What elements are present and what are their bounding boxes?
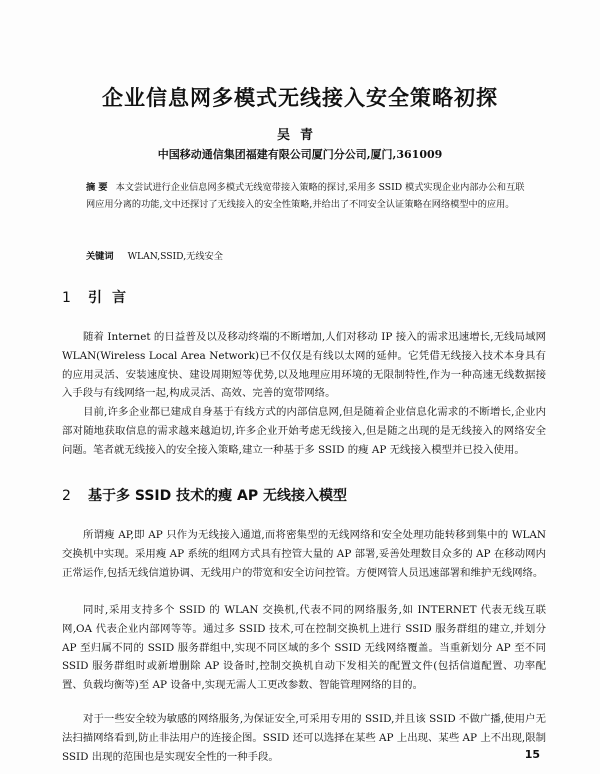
section-title: 基于多 SSID 技术的瘦 AP 无线接入模型 xyxy=(88,488,347,504)
section-title: 引言 xyxy=(88,290,136,306)
abstract-label: 摘 要 xyxy=(86,182,108,193)
keywords-text: WLAN,SSID,无线安全 xyxy=(127,251,223,262)
body-paragraph: 所谓瘦 AP,即 AP 只作为无线接入通道,而将密集型的无线网络和安全处理功能转移到集中的 WLAN 交换机中实现。采用瘦 AP 系统的组网方式具有控管大量的 AP 部署,妥善处理数目众多的 AP 在移动网内正常运作,包括无线信道协调、无线用户的带宽和安全访问控管。方便网管人员迅速部署和维护无线网络。 xyxy=(62,529,546,579)
paper-title: 企业信息网多模式无线接入安全策略初探 xyxy=(102,86,498,110)
body-paragraph: 目前,许多企业都已建成自身基于有线方式的内部信息网,但是随着企业信息化需求的不断增长,企业内部对随地获取信息的需求越来越迫切,许多企业开始考虑无线接入,但是随之出现的是无线接入的网络安全问题。笔者就无线接入的安全接入策略,建立一种基于多 SSID 的瘦 AP 无线接入模型并已投入使用。 xyxy=(62,406,546,456)
section-heading xyxy=(62,287,136,307)
author-name: 吴青 xyxy=(276,128,323,143)
section-number: 1 xyxy=(62,290,71,306)
abstract-text: 本文尝试进行企业信息网多模式无线宽带接入策略的探讨,采用多 SSID 模式实现企业内部办公和互联网应用分离的功能,文中还探讨了无线接入的安全性策略,并给出了不同安全认证策略在网络模型中的应用。 xyxy=(86,182,525,210)
keywords-label: 关键词 xyxy=(86,251,114,262)
page-number: 15 xyxy=(524,748,540,761)
keywords xyxy=(86,248,526,262)
section-heading xyxy=(62,485,347,505)
body-paragraph: 随着 Internet 的日益普及以及移动终端的不断增加,人们对移动 IP 接入的需求迅速增长,无线局域网 WLAN(Wireless Local Area Network)已不仅仅是有线以太网的延伸。它凭借无线接入技术本身具有的应用灵活、安装速度快、建设周期短等优势,以及地理应用环境的无限制特性,作为一种高速无线数据接入手段与有线网络一起,构成灵活、高效、完善的宽带网络。 xyxy=(62,331,546,400)
author-affiliation: 中国移动通信集团福建有限公司厦门分公司,厦门,361009 xyxy=(157,148,443,161)
body-paragraph: 对于一些安全较为敏感的网络服务,为保证安全,可采用专用的 SSID,并且该 SSID 不做广播,使用户无法扫描网络看到,防止非法用户的连接企图。SSID 还可以选择在某些 AP 上出现、某些 AP 上不出现,限制 SSID 出现的范围也是实现安全性的一种手段。 xyxy=(62,713,546,763)
section-number: 2 xyxy=(62,488,71,504)
abstract xyxy=(86,180,526,213)
body-paragraph: 同时,采用支持多个 SSID 的 WLAN 交换机,代表不同的网络服务,如 INTERNET 代表无线互联网,OA 代表企业内部网等等。通过多 SSID 技术,可在控制交换机上进行 SSID 服务群组的建立,并划分 AP 至归属不同的 SSID 服务群组中,实现不同区域的多个 SSID 无线网络覆盖。当重新划分 AP 至不同 SSID 服务群组时或新增删除 AP 设备时,控制交换机自动下发相关的配置文件(包括信道配置、功率配置、负载均衡等)至 AP 设备中,实现无需人工更改参数、智能管理网络的目的。 xyxy=(62,604,546,691)
